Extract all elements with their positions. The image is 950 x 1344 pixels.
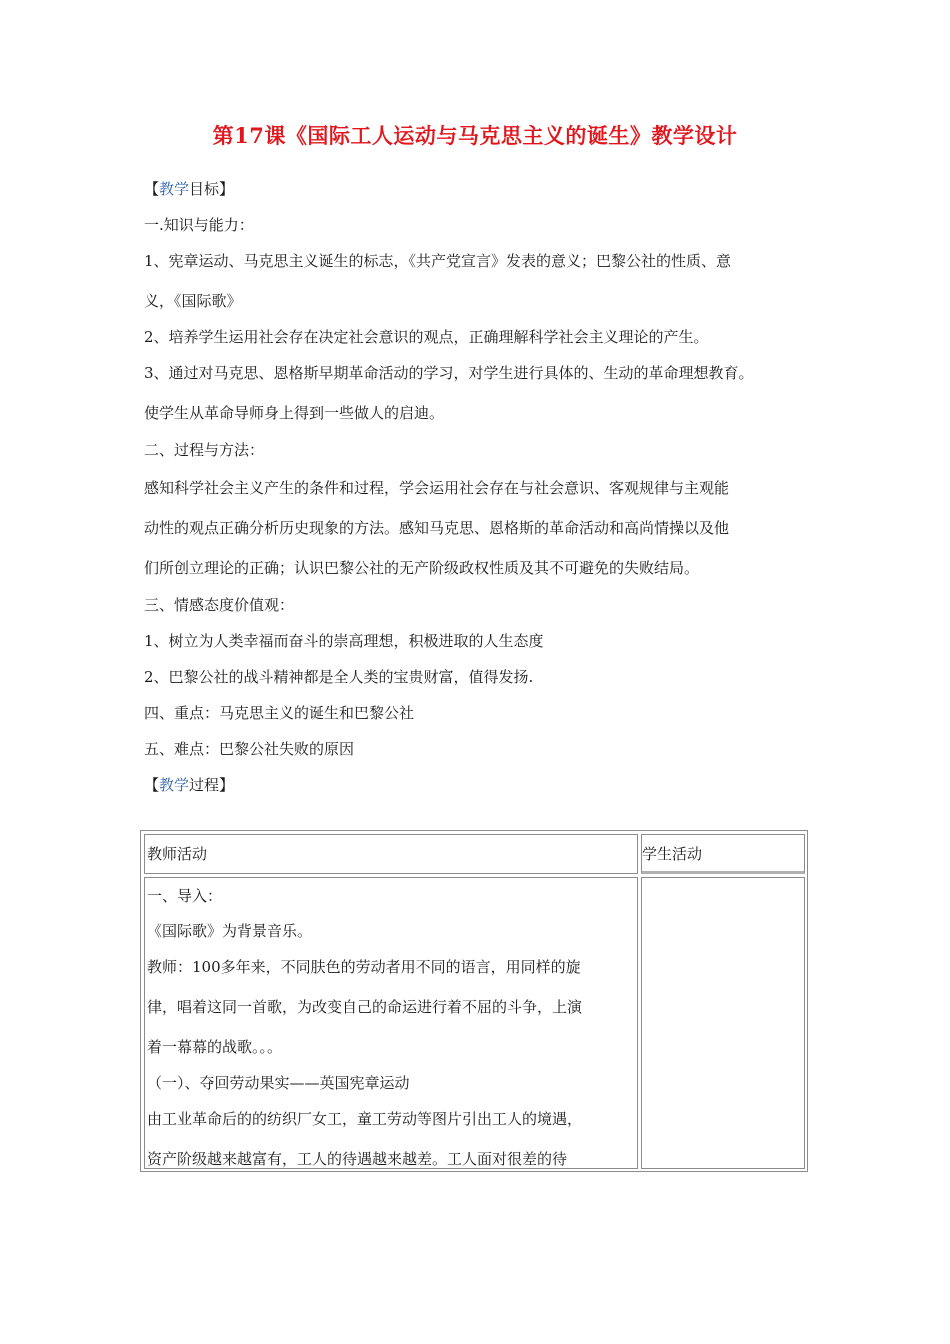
teacher-line: 着一幕幕的战歌。。。: [147, 1038, 283, 1056]
text-line: 四、重点：马克思主义的诞生和巴黎公社: [144, 704, 415, 722]
teacher-line: （一）、夺回劳动果实——英国宪章运动: [147, 1074, 410, 1092]
activity-table: [140, 830, 808, 1172]
section-heading-process: 【教学过程】: [144, 776, 235, 794]
header-teacher-label: 教师活动: [147, 845, 208, 863]
header-student-label: 学生活动: [642, 845, 703, 863]
text-line: 2、巴黎公社的战斗精神都是全人类的宝贵财富，值得发扬.: [144, 668, 534, 686]
text-line: 1、树立为人类幸福而奋斗的崇高理想，积极进取的人生态度: [144, 632, 544, 650]
page-title: 第17课《国际工人运动与马克思主义的诞生》教学设计: [212, 123, 738, 148]
text-line: 感知科学社会主义产生的条件和过程，学会运用社会存在与社会意识、客观规律与主观能: [144, 479, 730, 497]
teacher-line: 《国际歌》为背景音乐。: [147, 922, 313, 940]
text-line: 使学生从革命导师身上得到一些做人的启迪。: [144, 404, 445, 422]
text-line: 2、培养学生运用社会存在决定社会意识的观点，正确理解科学社会主义理论的产生。: [144, 328, 709, 346]
teacher-line: 一、导入：: [147, 887, 223, 905]
table-header-teacher: [144, 834, 638, 874]
text-line: 1、宪章运动、马克思主义诞生的标志，《共产党宣言》发表的意义；巴黎公社的性质、意: [144, 252, 732, 270]
text-line: 动性的观点正确分析历史现象的方法。感知马克思、恩格斯的革命活动和高尚情操以及他: [144, 519, 730, 537]
teacher-line: 资产阶级越来越富有，工人的待遇越来越差。工人面对很差的待: [147, 1150, 568, 1168]
text-line: 们所创立理论的正确；认识巴黎公社的无产阶级政权性质及其不可避免的失败结局。: [144, 559, 700, 577]
text-line: 五、难点：巴黎公社失败的原因: [144, 740, 355, 758]
text-line: 3、通过对马克思、恩格斯早期革命活动的学习，对学生进行具体的、生动的革命理想教育。: [144, 364, 754, 382]
text-line: 一.知识与能力：: [144, 216, 254, 234]
teacher-line: 由工业革命后的的纺织厂女工，童工劳动等图片引出工人的境遇，: [147, 1110, 583, 1128]
section-heading-goals: 【教学目标】: [144, 180, 235, 198]
teacher-line: 教师：100多年来，不同肤色的劳动者用不同的语言，用同样的旋: [147, 958, 581, 976]
table-header-student: [641, 834, 805, 874]
student-activity-cell: [641, 877, 805, 1169]
text-line: 三、情感态度价值观：: [144, 596, 295, 614]
teacher-activity-cell: [144, 877, 638, 1169]
text-line: 二、过程与方法：: [144, 441, 265, 459]
text-line: 义，《国际歌》: [144, 292, 242, 310]
teacher-line: 律，唱着这同一首歌，为改变自己的命运进行着不屈的斗争，上演: [147, 998, 583, 1016]
